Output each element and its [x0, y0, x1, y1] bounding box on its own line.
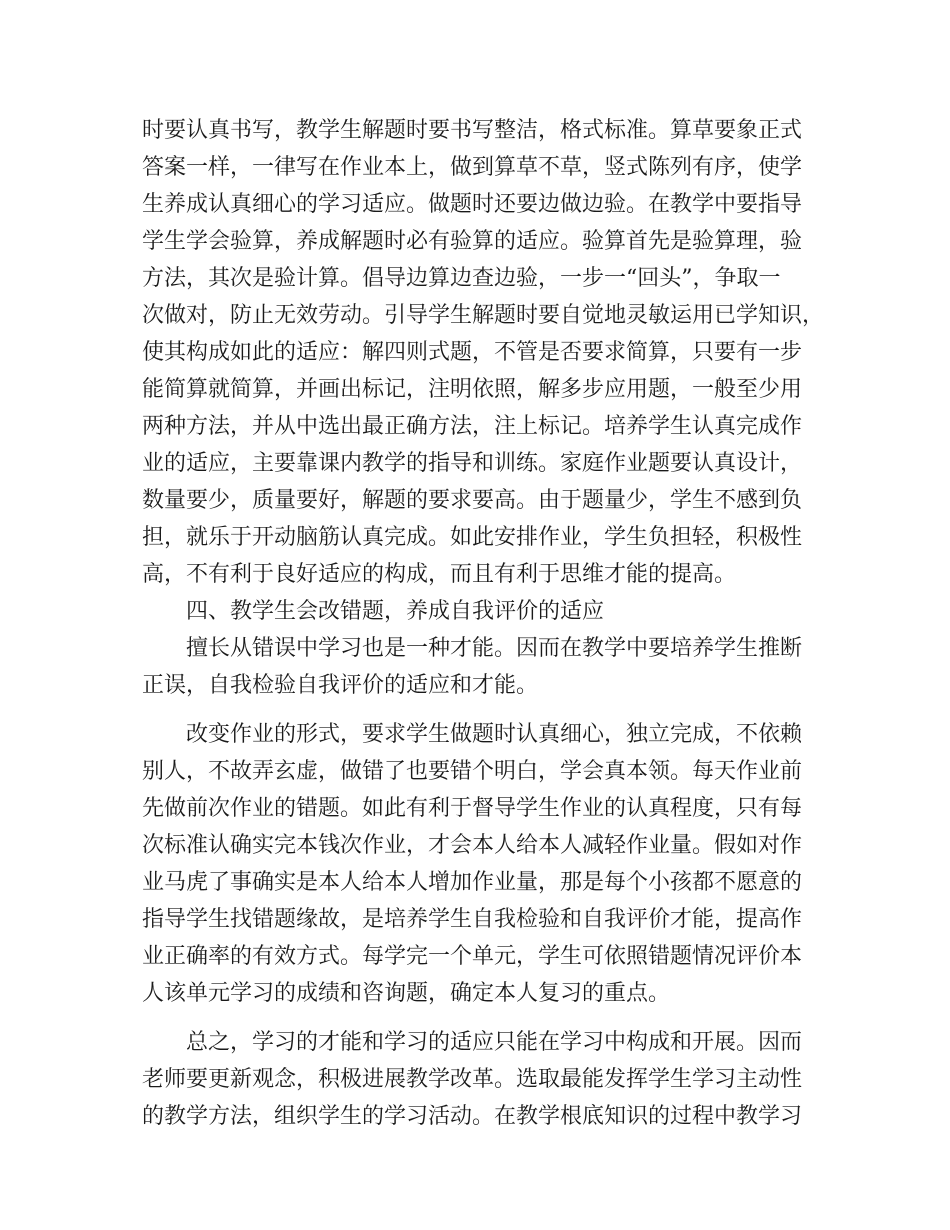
text-line: 生养成认真细心的学习适应。做题时还要边做边验。在教学中要指导: [142, 192, 803, 217]
text-line: 业的适应，主要靠课内教学的指导和训练。家庭作业题要认真设计，: [142, 451, 803, 476]
text-line: 总之，学习的才能和学习的适应只能在学习中构成和开展。因而: [186, 1030, 803, 1055]
paragraph: [142, 630, 832, 704]
text-line: 人该单元学习的成绩和咨询题，确定本人复习的重点。: [142, 981, 671, 1006]
text-line: 次标准认确实完本钱次作业，才会本人给本人减轻作业量。假如对作: [142, 833, 803, 858]
text-line: 四、教学生会改错题，养成自我评价的适应: [186, 599, 605, 624]
paragraph: [142, 1024, 832, 1135]
text-line: 答案一样，一律写在作业本上，做到算草不草，竖式陈列有序，使学: [142, 155, 803, 180]
text-line: 时要认真书写，教学生解题时要书写整洁，格式标准。算草要象正式: [142, 118, 803, 143]
text-line: 方法，其次是验计算。倡导边算边查边验，一步一“回头”，争取一: [142, 266, 781, 291]
text-line: 正误，自我检验自我评价的适应和才能。: [142, 673, 539, 698]
text-line: 数量要少，质量要好，解题的要求要高。由于题量少，学生不感到负: [142, 488, 803, 513]
text-line: 指导学生找错题缘故，是培养学生自我检验和自我评价才能，提高作: [142, 907, 803, 932]
text-line: 学生学会验算，养成解题时必有验算的适应。验算首先是验算理，验: [142, 229, 803, 254]
text-line: 业正确率的有效方式。每学完一个单元，学生可依照错题情况评价本: [142, 944, 803, 969]
document-body: [142, 112, 832, 1135]
text-line: 的教学方法，组织学生的学习活动。在教学根底知识的过程中教学习: [142, 1104, 803, 1129]
paragraph: [142, 716, 832, 1012]
text-line: 老师要更新观念，积极进展教学改革。选取最能发挥学生学习主动性: [142, 1067, 803, 1092]
text-line: 高，不有利于良好适应的构成，而且有利于思维才能的提高。: [142, 562, 737, 587]
text-line: 担，就乐于开动脑筋认真完成。如此安排作业，学生负担轻，积极性: [142, 525, 803, 550]
text-line: 次做对，防止无效劳动。引导学生解题时要自觉地灵敏运用已学知识，: [142, 303, 825, 328]
section-heading: [142, 593, 832, 630]
text-line: 业马虎了事确实是本人给本人增加作业量，那是每个小孩都不愿意的: [142, 870, 803, 895]
text-line: 使其构成如此的适应：解四则式题，不管是否要求简算，只要有一步: [142, 340, 803, 365]
text-line: 两种方法，并从中选出最正确方法，注上标记。培养学生认真完成作: [142, 414, 803, 439]
text-line: 擅长从错误中学习也是一种才能。因而在教学中要培养学生推断: [186, 636, 803, 661]
paragraph: [142, 112, 832, 593]
text-line: 改变作业的形式，要求学生做题时认真细心，独立完成，不依赖: [186, 722, 803, 747]
text-line: 能简算就简算，并画出标记，注明依照，解多步应用题，一般至少用: [142, 377, 803, 402]
text-line: 别人，不故弄玄虚，做错了也要错个明白，学会真本领。每天作业前: [142, 759, 803, 784]
text-line: 先做前次作业的错题。如此有利于督导学生作业的认真程度，只有每: [142, 796, 803, 821]
